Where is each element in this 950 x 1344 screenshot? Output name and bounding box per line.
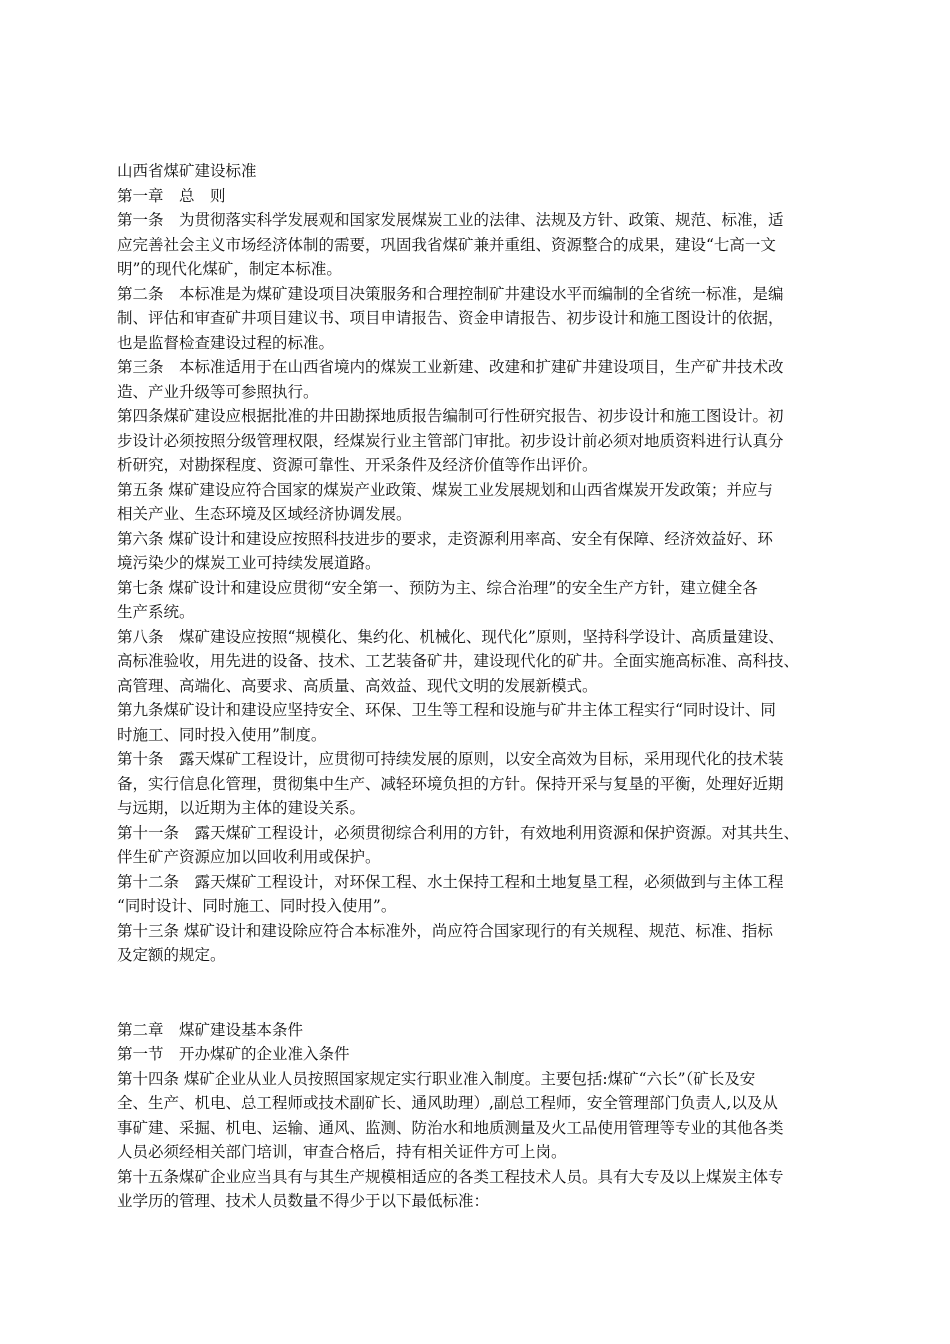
text-line: 境污染少的煤炭工业可持续发展道路。 (117, 554, 381, 572)
text-line: 高标准验收，用先进的设备、技术、工艺装备矿井，建设现代化的矿井。全面实施高标准、高科技、 (117, 652, 800, 670)
text-line: 事矿建、采掘、机电、运输、通风、监测、防治水和地质测量及火工品使用管理等专业的其他各类 (117, 1118, 784, 1137)
text-line: 及定额的规定。 (117, 946, 226, 964)
text-line: 第四条煤矿建设应根据批准的井田勘探地质报告编制可行性研究报告、初步设计和施工图设计。初 (117, 407, 784, 425)
text-line: 第十一条 露天煤矿工程设计，必须贯彻综合利用的方针，有效地利用资源和保护资源。对其共生、 (117, 823, 800, 842)
text-line: 人员必须经相关部门培训，审查合格后，持有相关证件方可上岗。 (117, 1143, 567, 1161)
text-line: 相关产业、生态环境及区域经济协调发展。 (117, 505, 412, 523)
text-line: 制、评估和审查矿井项目建议书、项目申请报告、资金申请报告、初步设计和施工图设计的依据， (117, 309, 784, 327)
text-line: 应完善社会主义市场经济体制的需要，巩固我省煤矿兼并重组、资源整合的成果，建设“七高一文 (117, 235, 776, 254)
section-1-heading: 第一节 开办煤矿的企业准入条件 (117, 1045, 350, 1063)
text-line: 第八条 煤矿建设应按照“规模化、集约化、机械化、现代化”原则，坚持科学设计、高质量建设、 (117, 627, 784, 646)
text-line: 造、产业升级等可参照执行。 (117, 382, 319, 401)
text-line: 生产系统。 (117, 603, 195, 621)
text-line: 明”的现代化煤矿，制定本标准。 (117, 260, 342, 278)
text-line: 全、生产、机电、总工程师或技术副矿长、通风助理）,副总工程师，安全管理部门负责人,以及从 (117, 1094, 778, 1112)
text-line: 高管理、高端化、高要求、高质量、高效益、现代文明的发展新模式。 (117, 676, 598, 695)
document-title: 山西省煤矿建设标准 (117, 162, 257, 180)
chapter-2-text (117, 1067, 852, 1214)
text-line: 第十五条煤矿企业应当具有与其生产规模相适应的各类工程技术人员。具有大专及以上煤炭主体专 (117, 1167, 784, 1186)
text-line: 步设计必须按照分级管理权限，经煤炭行业主管部门审批。初步设计前必须对地质资料进行认真分 (117, 431, 784, 450)
text-line: 与远期，以近期为主体的建设关系。 (117, 799, 366, 817)
text-line: 伴生矿产资源应加以回收利用或保护。 (117, 848, 381, 866)
document-body (117, 159, 852, 1214)
section-spacer (117, 968, 852, 1018)
text-line: 第十四条 煤矿企业从业人员按照国家规定实行职业准入制度。主要包括:煤矿“六长”（矿长及安 (117, 1069, 756, 1088)
chapter-1-text (117, 208, 852, 968)
text-line: 第五条 煤矿建设应符合国家的煤炭产业政策、煤炭工业发展规划和山西省煤炭开发政策；并应与 (117, 480, 773, 499)
text-line: 业学历的管理、技术人员数量不得少于以下最低标准： (117, 1192, 490, 1210)
text-line: 第一条 为贯彻落实科学发展观和国家发展煤炭工业的法律、法规及方针、政策、规范、标准，适 (117, 211, 784, 229)
text-line: 第十二条 露天煤矿工程设计，对环保工程、水土保持工程和土地复垦工程，必须做到与主体工程 (117, 872, 784, 891)
text-line: 第二条 本标准是为煤矿建设项目决策服务和合理控制矿井建设水平而编制的全省统一标准，是编 (117, 284, 784, 303)
text-line: 析研究，对勘探程度、资源可靠性、开采条件及经济价值等作出评价。 (117, 456, 598, 474)
chapter-2-heading: 第二章 煤矿建设基本条件 (117, 1020, 304, 1039)
text-line: “同时设计、同时施工、同时投入使用”。 (117, 897, 397, 915)
text-line: 也是监督检查建设过程的标准。 (117, 333, 335, 352)
text-line: 第十三条 煤矿设计和建设除应符合本标准外，尚应符合国家现行的有关规程、规范、标准、指标 (117, 921, 773, 940)
text-line: 时施工、同时投入使用”制度。 (117, 725, 327, 744)
chapter-1-heading: 第一章 总 则 (117, 186, 226, 205)
text-line: 备，实行信息化管理，贯彻集中生产、减轻环境负担的方针。保持开采与复垦的平衡，处理好近期 (117, 774, 784, 793)
text-line: 第九条煤矿设计和建设应坚持安全、环保、卫生等工程和设施与矿井主体工程实行“同时设计、同 (117, 701, 776, 719)
text-line: 第三条 本标准适用于在山西省境内的煤炭工业新建、改建和扩建矿井建设项目，生产矿井技术改 (117, 358, 784, 376)
text-line: 第六条 煤矿设计和建设应按照科技进步的要求，走资源利用率高、安全有保障、经济效益好、环 (117, 529, 773, 548)
text-line: 第十条 露天煤矿工程设计，应贯彻可持续发展的原则，以安全高效为目标，采用现代化的技术装 (117, 750, 784, 768)
text-line: 第七条 煤矿设计和建设应贯彻“安全第一、预防为主、综合治理”的安全生产方针，建立健全各 (117, 578, 758, 597)
